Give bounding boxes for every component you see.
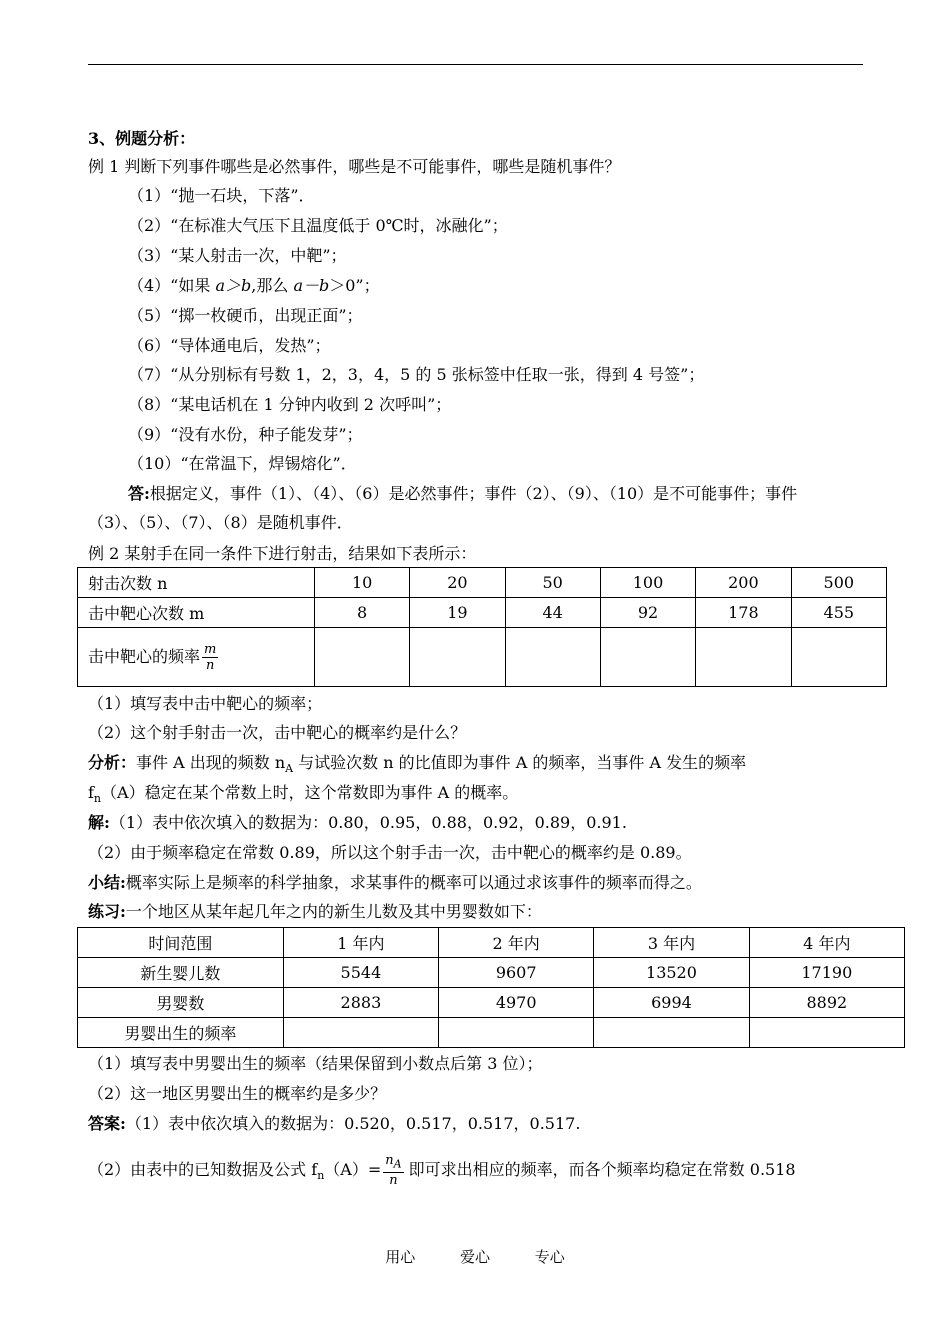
analysis-text-a: 事件 A 出现的频数 n bbox=[136, 753, 286, 772]
fraction-denominator: n bbox=[389, 1172, 398, 1188]
practice-q1: （1）填写表中男婴出生的频率（结果保留到小数点后第 3 位）； bbox=[88, 1054, 543, 1073]
table-cell bbox=[78, 628, 315, 687]
header-rule bbox=[88, 64, 863, 65]
example1-answer-line1 bbox=[128, 483, 797, 505]
fraction-nA-over-n bbox=[383, 1153, 403, 1188]
footer-text: 爱心 bbox=[459, 1248, 490, 1266]
table-cell: 8892 bbox=[749, 988, 904, 1018]
table-cell bbox=[791, 628, 886, 687]
solution-line1 bbox=[88, 812, 627, 834]
example1-item-1: （1）“抛一石块，下落”． bbox=[128, 186, 315, 205]
table-cell: 4970 bbox=[439, 988, 594, 1018]
example1-item-9: （9）“没有水份，种子能发芽”； bbox=[128, 425, 363, 444]
table-cell: 10 bbox=[314, 568, 409, 598]
answer2-text-b: （A）= bbox=[324, 1159, 382, 1179]
analysis-text-b: 与试验次数 n 的比值即为事件 A 的频率，当事件 A 发生的频率 bbox=[293, 753, 747, 772]
practice-answer-line1 bbox=[88, 1113, 580, 1135]
item4-mid: ,那么 bbox=[251, 276, 294, 295]
analysis-subscript: A bbox=[285, 762, 294, 776]
fraction-denominator: n bbox=[205, 657, 215, 673]
example1-answer-line2: （3）、（5）、（7）、（8）是随机事件． bbox=[88, 513, 353, 532]
table-row bbox=[78, 928, 905, 958]
example1-item-4 bbox=[128, 275, 380, 297]
analysis-line1 bbox=[88, 752, 746, 780]
analysis-label: 分析： bbox=[88, 753, 137, 772]
table-cell: 13520 bbox=[594, 958, 749, 988]
answer2-text-a: （2）由表中的已知数据及公式 f bbox=[88, 1159, 318, 1179]
table-cell: 男婴出生的频率 bbox=[78, 1018, 284, 1048]
item4-math: a＞b bbox=[215, 276, 252, 295]
practice-q2: （2）这一地区男婴出生的概率约是多少？ bbox=[88, 1084, 387, 1103]
example1-item-6: （6）“导体通电后，发热”； bbox=[128, 336, 331, 355]
example2-q2: （2）这个射手射击一次，击中靶心的概率约是什么？ bbox=[88, 723, 467, 742]
example1-item-7: （7）“从分别标有号数 1，2，3，4，5 的 5 张标签中任取一张，得到 4 号签”； bbox=[128, 365, 705, 384]
table-cell: 100 bbox=[600, 568, 695, 598]
table-cell bbox=[505, 628, 600, 687]
summary-label: 小结: bbox=[88, 873, 126, 892]
table-row bbox=[78, 628, 887, 687]
table-cell bbox=[439, 1018, 594, 1048]
footer-text: 专心 bbox=[534, 1248, 565, 1266]
table-cell: 20 bbox=[410, 568, 505, 598]
table-cell: 6994 bbox=[594, 988, 749, 1018]
example1-item-3: （3）“某人射击一次，中靶”； bbox=[128, 246, 347, 265]
example1-item-5: （5）“掷一枚硬币，出现正面”； bbox=[128, 306, 363, 325]
solution-label: 解: bbox=[88, 813, 110, 832]
table-row bbox=[78, 988, 905, 1018]
table-cell: 时间范围 bbox=[78, 928, 284, 958]
table-cell bbox=[283, 1018, 438, 1048]
table-cell: 2 年内 bbox=[439, 928, 594, 958]
table-cell: 3 年内 bbox=[594, 928, 749, 958]
analysis-f-subscript: n bbox=[93, 792, 102, 806]
practice-line bbox=[88, 901, 542, 923]
practice-answer-line2 bbox=[88, 1153, 796, 1188]
analysis-f: f bbox=[88, 783, 94, 802]
numerator-subscript: A bbox=[393, 1157, 402, 1171]
table-cell: 1 年内 bbox=[283, 928, 438, 958]
table-cell: 4 年内 bbox=[749, 928, 904, 958]
table-row bbox=[78, 1018, 905, 1048]
table-cell: 射击次数 n bbox=[78, 568, 315, 598]
fraction-m-over-n bbox=[202, 642, 218, 673]
practice-label: 练习: bbox=[88, 902, 126, 921]
table-cell: 击中靶心次数 m bbox=[78, 598, 315, 628]
page-footer bbox=[0, 1246, 950, 1267]
table-cell: 455 bbox=[791, 598, 886, 628]
frequency-label: 击中靶心的频率 bbox=[88, 646, 201, 666]
table-cell: 178 bbox=[696, 598, 791, 628]
footer-text: 用心 bbox=[385, 1248, 416, 1266]
table-cell: 2883 bbox=[283, 988, 438, 1018]
answer2-text-c: 即可求出相应的频率，而各个频率均稳定在常数 0.518 bbox=[403, 1159, 796, 1179]
fraction-numerator bbox=[383, 1153, 403, 1173]
table-cell bbox=[594, 1018, 749, 1048]
example2-q1: （1）填写表中击中靶心的频率； bbox=[88, 694, 323, 713]
table-row bbox=[78, 958, 905, 988]
analysis-line2 bbox=[88, 782, 518, 810]
example1-item-10: （10）“在常温下，焊锡熔化”． bbox=[128, 454, 357, 473]
table-cell: 200 bbox=[696, 568, 791, 598]
summary-text: 概率实际上是频率的科学抽象，求某事件的概率可以通过求该事件的频率而得之。 bbox=[125, 873, 702, 892]
fraction-numerator: m bbox=[204, 641, 217, 657]
table-cell: 500 bbox=[791, 568, 886, 598]
table-cell: 44 bbox=[505, 598, 600, 628]
summary-line bbox=[88, 872, 702, 894]
item4-math2: a－b bbox=[293, 276, 330, 295]
births-table bbox=[77, 927, 905, 1048]
table-row bbox=[78, 598, 887, 628]
answer2-subscript: n bbox=[317, 1168, 325, 1182]
section-title: 3、例题分析： bbox=[88, 129, 196, 148]
item4-prefix: （4）“如果 bbox=[128, 276, 211, 295]
table-cell: 8 bbox=[314, 598, 409, 628]
table-cell bbox=[314, 628, 409, 687]
practice-answer-label: 答案: bbox=[88, 1114, 126, 1133]
table-cell bbox=[749, 1018, 904, 1048]
numerator-n: n bbox=[385, 1153, 394, 1168]
solution-line2: （2）由于频率稳定在常数 0.89，所以这个射手击一次，击中靶心的概率约是 0.89。 bbox=[88, 843, 692, 862]
practice-answer-text-1: （1）表中依次填入的数据为：0.520，0.517，0.517，0.517. bbox=[125, 1114, 581, 1133]
table-cell: 5544 bbox=[283, 958, 438, 988]
example1-item-8: （8）“某电话机在 1 分钟内收到 2 次呼叫”； bbox=[128, 395, 452, 414]
table-cell: 男婴数 bbox=[78, 988, 284, 1018]
example2-question: 例 2 某射手在同一条件下进行射击，结果如下表所示： bbox=[88, 544, 477, 563]
item4-end: ＞0”； bbox=[329, 276, 380, 295]
table-row bbox=[78, 568, 887, 598]
table-cell bbox=[696, 628, 791, 687]
table-cell: 19 bbox=[410, 598, 505, 628]
solution-text-1: （1）表中依次填入的数据为：0.80，0.95，0.88，0.92，0.89，0.91. bbox=[109, 813, 627, 832]
table-cell bbox=[600, 628, 695, 687]
table-cell bbox=[410, 628, 505, 687]
answer-text-1: 根据定义，事件（1）、（4）、（6）是必然事件；事件（2）、（9）、（10）是不可能事件；事件 bbox=[149, 484, 798, 503]
table-cell: 50 bbox=[505, 568, 600, 598]
shooting-table bbox=[77, 567, 887, 687]
table-cell: 92 bbox=[600, 598, 695, 628]
analysis-line2-text: （A）稳定在某个常数上时，这个常数即为事件 A 的概率。 bbox=[101, 783, 519, 802]
table-cell: 17190 bbox=[749, 958, 904, 988]
table-cell: 新生婴儿数 bbox=[78, 958, 284, 988]
table-cell: 9607 bbox=[439, 958, 594, 988]
practice-question: 一个地区从某年起几年之内的新生儿数及其中男婴数如下： bbox=[125, 902, 542, 921]
example1-question: 例 1 判断下列事件哪些是必然事件，哪些是不可能事件，哪些是随机事件？ bbox=[88, 157, 621, 176]
example1-item-2: （2）“在标准大气压下且温度低于 0℃时，冰融化”； bbox=[128, 216, 508, 235]
answer-label: 答: bbox=[128, 484, 150, 503]
